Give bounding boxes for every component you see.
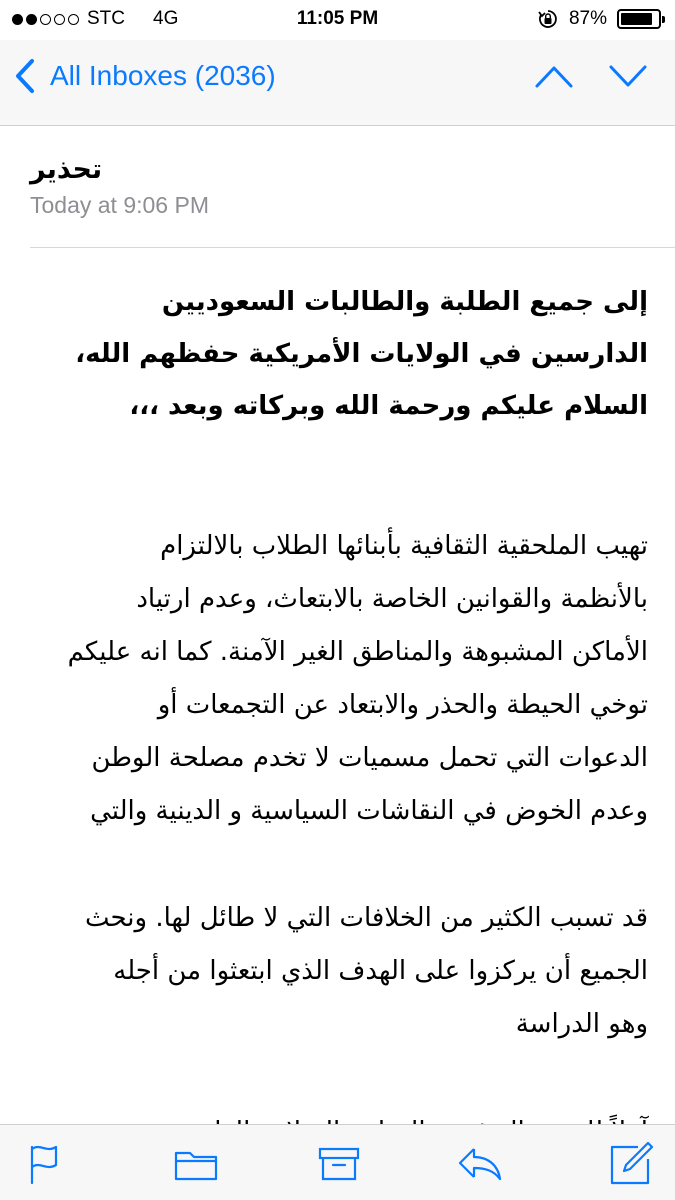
reply-icon xyxy=(456,1141,502,1185)
paragraph-1 xyxy=(30,520,648,838)
rotation-lock-icon xyxy=(537,8,559,30)
archive-button[interactable] xyxy=(316,1141,362,1185)
status-right xyxy=(537,8,661,30)
email-date: Today at 9:06 PM xyxy=(30,192,209,218)
chevron-down-icon[interactable] xyxy=(608,62,648,90)
body-line: وهو الدراسة xyxy=(515,1009,648,1039)
body-line: قد تسبب الكثير من الخلافات التي لا طائل لها. ونحث xyxy=(84,903,648,933)
body-line: توخي الحيطة والحذر والابتعاد عن التجمعات أو xyxy=(157,690,648,720)
network-type: 4G xyxy=(153,8,179,29)
battery-icon xyxy=(617,9,661,29)
nav-bar xyxy=(0,40,675,114)
body-line: الأماكن المشبوهة والمناطق الغير الآمنة. كما انه عليكم xyxy=(67,637,648,667)
chevron-left-icon xyxy=(12,58,40,94)
body-line: وعدم الخوض في النقاشات السياسية و الدينية والتي xyxy=(90,796,648,826)
nav-divider xyxy=(0,114,675,126)
carrier-name: STC xyxy=(87,8,125,29)
compose-icon xyxy=(608,1141,654,1185)
greeting-line: إلى جميع الطلبة والطالبات السعوديين xyxy=(161,287,648,317)
compose-button[interactable] xyxy=(608,1141,654,1185)
email-body xyxy=(30,276,648,1159)
reply-button[interactable] xyxy=(456,1141,502,1185)
paragraph-2 xyxy=(30,892,648,1051)
status-time: 11:05 PM xyxy=(296,8,379,29)
back-label: All Inboxes (2036) xyxy=(50,60,276,91)
folder-icon xyxy=(173,1141,219,1185)
flag-button[interactable] xyxy=(22,1141,68,1185)
move-folder-button[interactable] xyxy=(173,1141,219,1185)
chevron-up-icon[interactable] xyxy=(534,62,574,90)
greeting-line: الدارسين في الولايات الأمريكية حفظهم الله، xyxy=(75,339,648,369)
status-bar xyxy=(0,0,675,40)
flag-icon xyxy=(22,1141,68,1185)
email-subject: تحذير xyxy=(30,154,103,185)
bottom-toolbar xyxy=(0,1124,675,1200)
body-line: بالأنظمة والقوانين الخاصة بالابتعاث، وعدم ارتياد xyxy=(136,584,648,614)
battery-fill xyxy=(621,13,652,25)
body-line: تهيب الملحقية الثقافية بأبنائها الطلاب بالالتزام xyxy=(160,531,648,561)
greeting xyxy=(30,276,648,432)
archive-icon xyxy=(316,1141,362,1185)
battery-percent: 87% xyxy=(568,8,607,29)
back-button[interactable] xyxy=(12,58,276,94)
body-line: الجميع أن يركزوا على الهدف الذي ابتعثوا من أجله xyxy=(113,956,648,986)
body-line: الدعوات التي تحمل مسميات لا تخدم مصلحة الوطن xyxy=(91,743,648,773)
header-divider xyxy=(30,247,675,248)
greeting-line: السلام عليكم ورحمة الله وبركاته وبعد ،،، xyxy=(129,391,648,421)
